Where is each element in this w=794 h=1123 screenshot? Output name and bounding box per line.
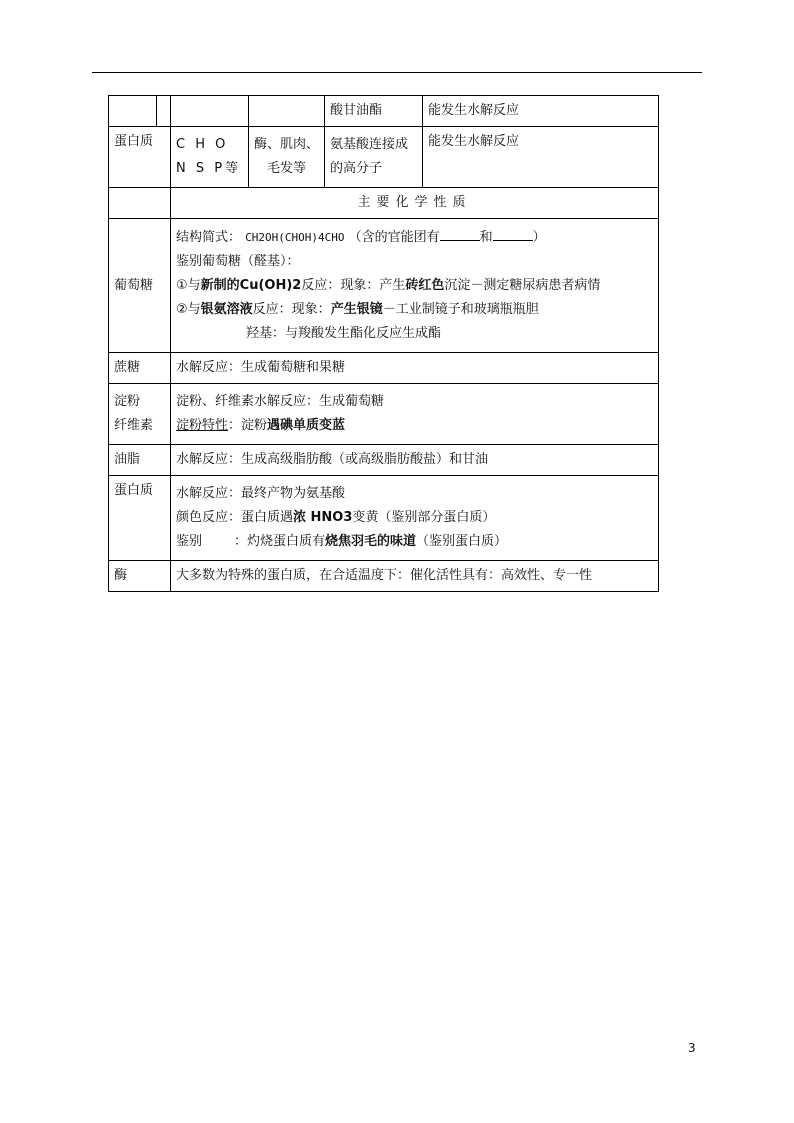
text-fragment: 鉴别 [176,534,203,549]
table-row [109,96,659,127]
cell-structure: 酸甘油酯 [325,96,423,127]
cell-structure [325,127,423,188]
cell-name: 油脂 [109,445,171,476]
elements-line: C H O [176,137,229,152]
bold-fragment: 浓 HNO3 [293,510,353,525]
section-heading: 主要化学性质 [171,188,659,219]
formula-line [176,225,653,250]
cell-elements [171,96,249,127]
protein-identify-line [176,530,653,554]
bold-fragment: 遇碘单质变蓝 [267,418,346,433]
page-number: 3 [688,1041,696,1055]
bold-fragment: 新制的Cu(OH)2 [200,278,302,293]
formula: CH2OH(CHOH)4CHO [245,231,345,244]
groups-mid: 和 [479,230,493,245]
structure-line: 氨基酸连接成 [330,137,409,152]
text-fragment: 沉淀－测定糖尿病患者病情 [444,278,601,293]
starch-property-line [176,414,653,438]
text-fragment: 反应：现象：产生 [301,278,406,293]
table-row [109,384,659,445]
text-fragment: ：灼烧蛋白质有 [234,534,326,549]
cell-name: 蛋白质 [109,127,171,188]
text-fragment: ②与 [176,302,201,317]
sources-line: 毛发等 [266,161,306,176]
cell-properties [171,384,659,445]
table-row [109,353,659,384]
table-row [109,188,659,219]
hydroxyl-line: 羟基：与羧酸发生酯化反应生成酯 [246,326,442,341]
cell-name [109,96,157,127]
protein-color-line [176,506,653,530]
formula-label: 结构简式： [176,230,242,245]
text-fragment: ①与 [176,278,201,293]
cell-name: 蔗糖 [109,353,171,384]
cell-properties: 大多数为特殊的蛋白质，在合适温度下：催化活性具有：高效性、专一性 [171,561,659,592]
text-fragment: 变黄（鉴别部分蛋白质） [352,510,496,525]
bold-fragment: 砖红色 [405,278,445,293]
cell-properties: 水解反应：生成葡萄糖和果糖 [171,353,659,384]
cell-hydrolysis: 能发生水解反应 [423,127,659,188]
text-fragment: 反应：现象： [252,302,331,317]
bold-fragment: 产生银镜 [330,302,383,317]
answer-blank [493,228,533,241]
answer-blank [440,228,480,241]
starch-line: 淀粉、纤维素水解反应：生成葡萄糖 [176,394,385,409]
cell-hydrolysis: 能发生水解反应 [423,96,659,127]
text-fragment: 颜色反应：蛋白质遇 [176,510,294,525]
properties-table [108,95,659,592]
text-fragment: －工业制镜子和玻璃瓶瓶胆 [382,302,539,317]
bold-fragment: 烧焦羽毛的味道 [325,534,417,549]
cu-reaction-line [176,274,653,298]
table-row [109,561,659,592]
bold-fragment: 银氨溶液 [200,302,253,317]
table-row [109,219,659,353]
header-rule [92,72,702,73]
cell-sources [249,127,325,188]
cell-name [109,384,171,445]
underlined-fragment: 淀粉特性 [176,418,229,433]
cell-name: 葡萄糖 [109,219,171,353]
protein-line: 水解反应：最终产物为氨基酸 [176,486,346,501]
table-row [109,445,659,476]
cell-name: 蛋白质 [109,476,171,561]
identify-line: 鉴别葡萄糖（醛基）： [176,254,300,269]
cell-properties [171,476,659,561]
groups-prefix: （含的官能团有 [348,230,440,245]
cell-elements [171,127,249,188]
cell-sources [249,96,325,127]
elements-line: N S P等 [176,161,242,176]
table-row [109,476,659,561]
text-fragment: ：淀粉 [228,418,268,433]
structure-line: 的高分子 [330,161,383,176]
groups-suffix: ） [532,230,546,245]
cell-empty [157,96,171,127]
cell-properties: 水解反应：生成高级脂肪酸（或高级脂肪酸盐）和甘油 [171,445,659,476]
cell-properties [171,219,659,353]
cell-empty [109,188,171,219]
text-fragment: （鉴别蛋白质） [416,534,508,549]
cell-name: 酶 [109,561,171,592]
ag-reaction-line [176,298,653,322]
table-row [109,127,659,188]
name-line: 淀粉 [114,394,141,409]
name-line: 纤维素 [114,418,154,433]
sources-line: 酶、肌肉、 [254,137,320,152]
